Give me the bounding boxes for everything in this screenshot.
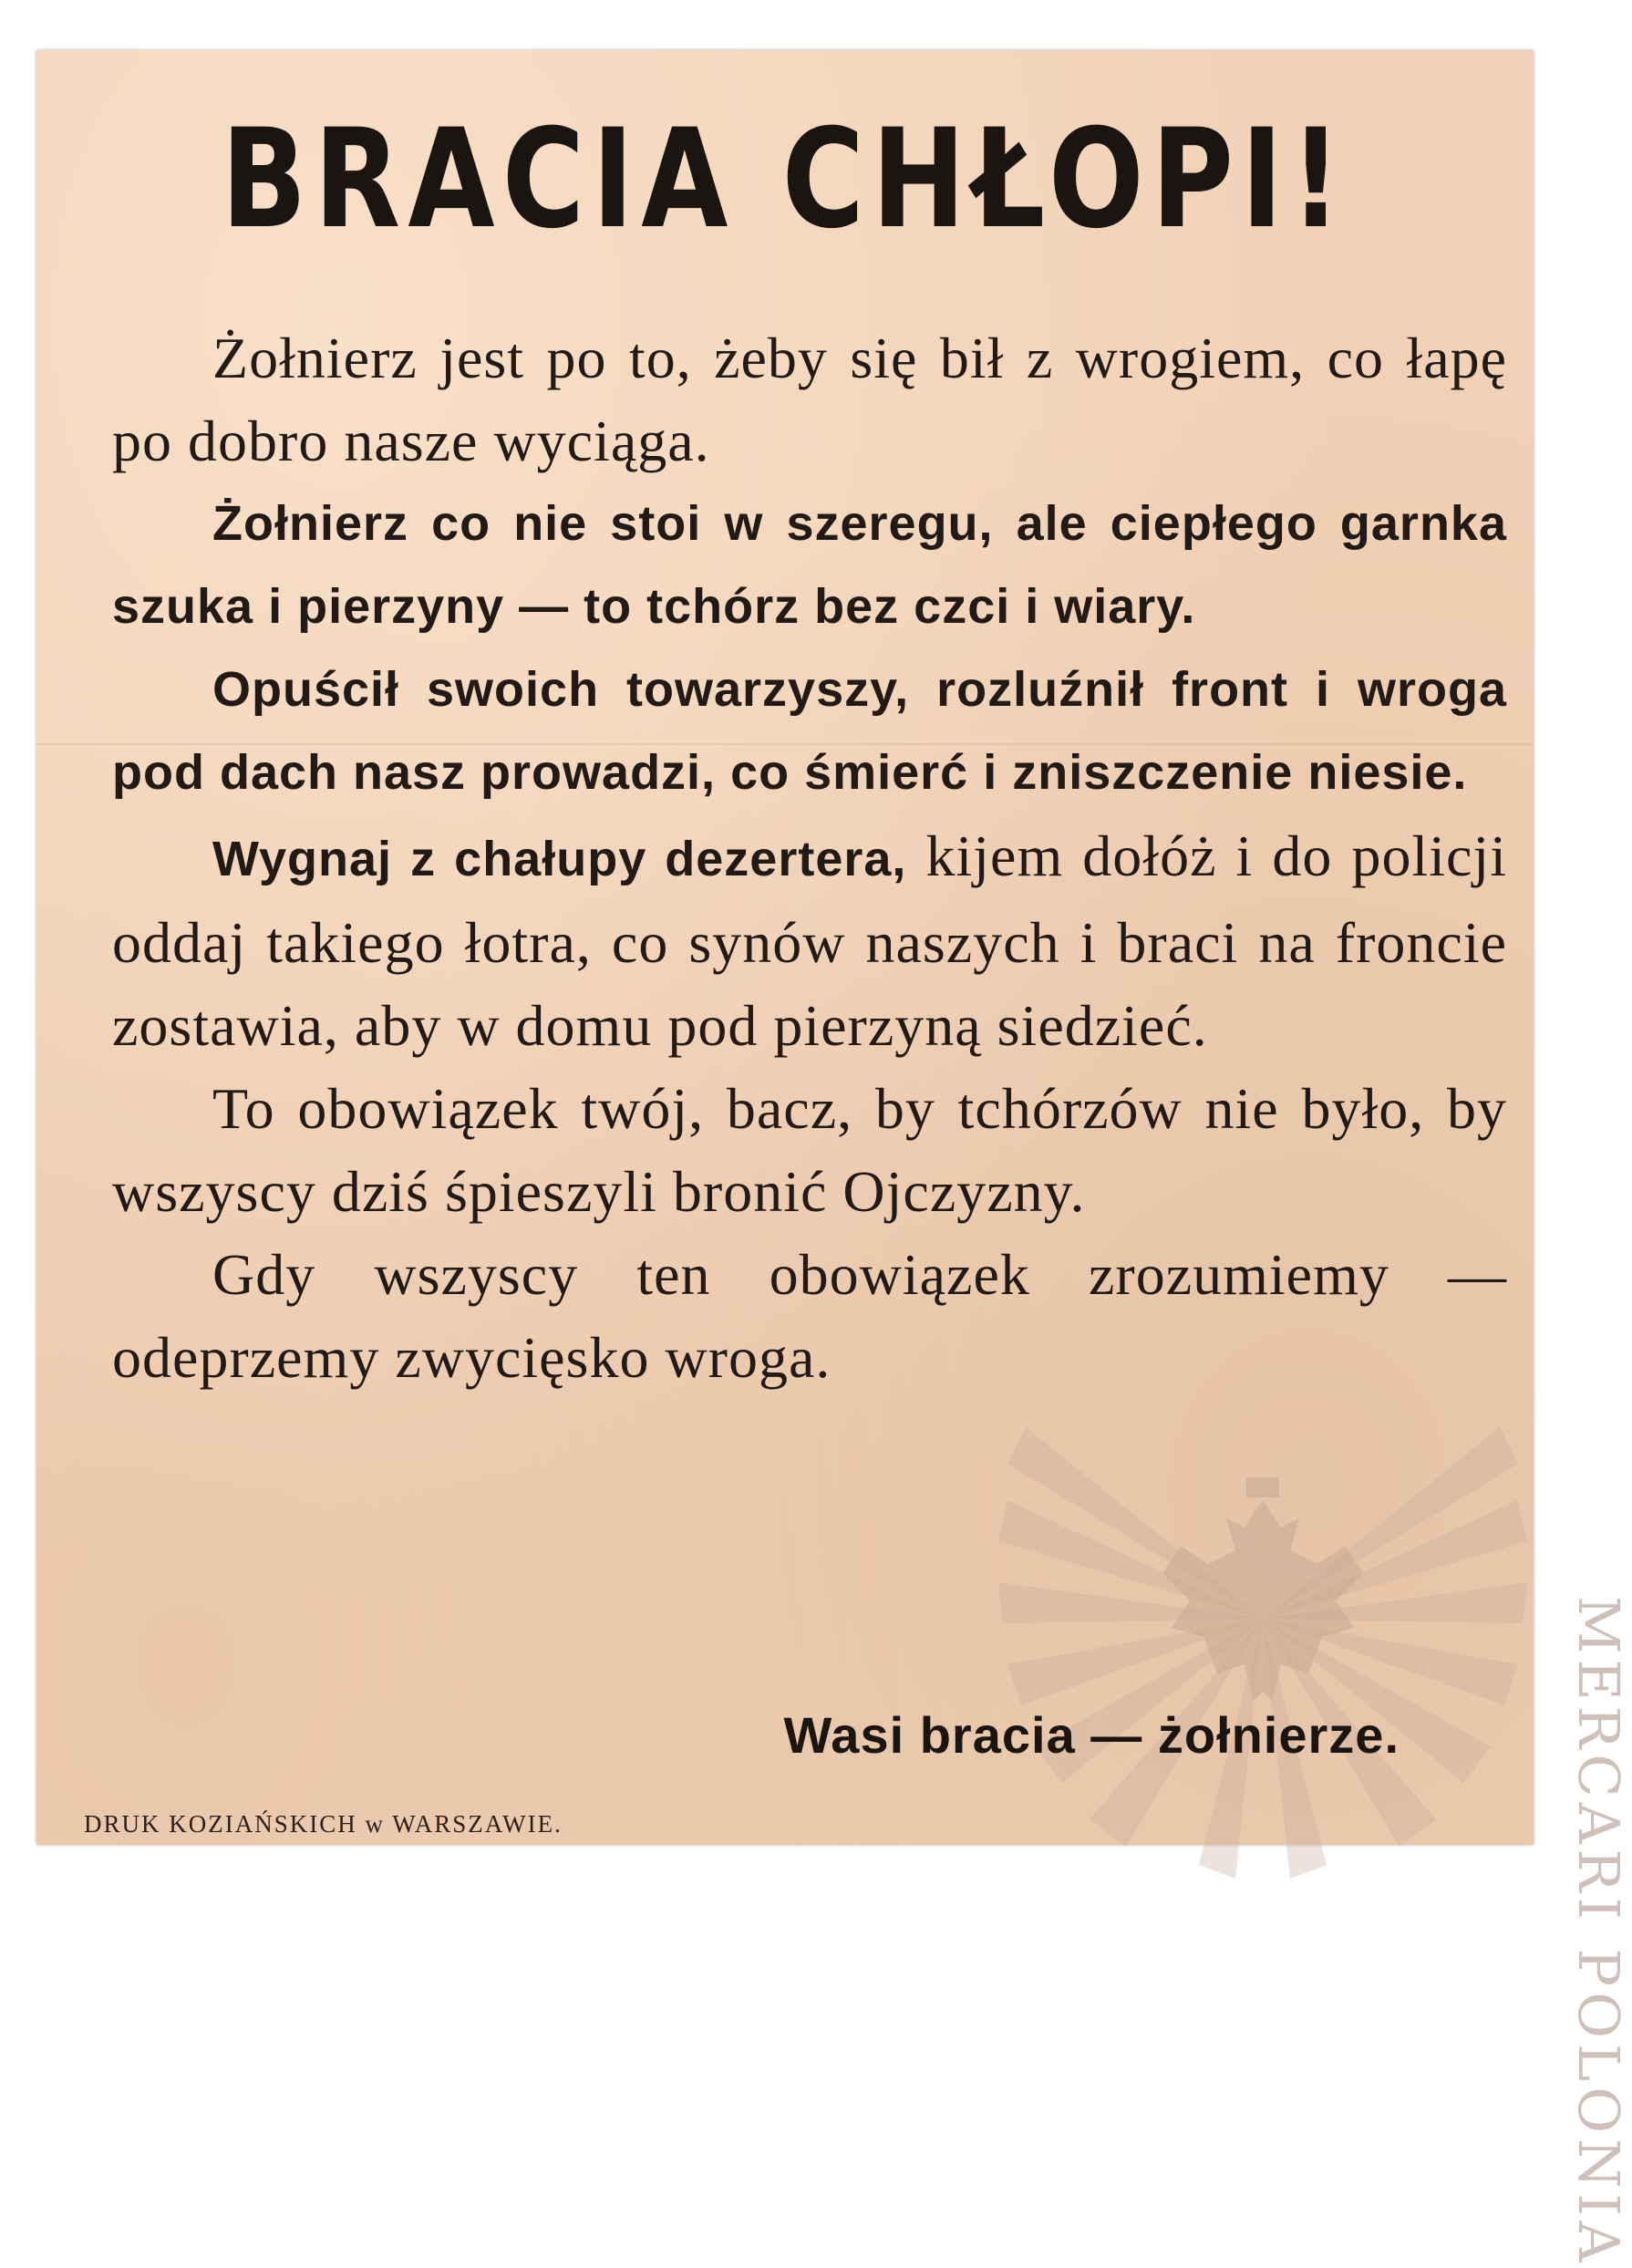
watermark-text: MERCARI POLONIA <box>1565 1596 1632 2268</box>
paragraph-4-rest: kijem dołóż i do policji oddaj takiego łotra, co synów naszych i braci na froncie zostawia, aby w domu pod pierzyną siedzieć. <box>112 823 1507 1058</box>
paragraph-4 <box>112 814 1507 1067</box>
paragraph-4-bold: Wygnaj z chałupy dezertera, <box>212 832 907 886</box>
leaflet-body <box>112 316 1507 1399</box>
leaflet-title: BRACIA CHŁOPI! <box>221 100 1349 259</box>
leaflet-sheet <box>36 50 1632 2268</box>
paragraph-2: Żołnierz co nie stoi w szeregu, ale ciepłego garnka szuka i pierzyny — to tchórz bez czci i wiary. <box>112 496 1507 634</box>
signature: Wasi bracia — żołnierze. <box>783 1706 1400 1764</box>
paragraph-1: Żołnierz jest po to, żeby się bił z wrogiem, co łapę po dobro nasze wyciąga. <box>112 326 1507 473</box>
paragraph-5: To obowiązek twój, bacz, by tchórzów nie było, by wszyscy dziś śpieszyli bronić Ojczyzny. <box>112 1076 1507 1224</box>
printer-imprint: DRUK KOZIAŃSKICH w WARSZAWIE. <box>84 1810 563 1838</box>
paragraph-6: Gdy wszyscy ten obowiązek zrozumiemy — odeprzemy zwycięsko wroga. <box>112 1242 1507 1390</box>
paragraph-3: Opuścił swoich towarzyszy, rozluźnił front i wroga pod dach nasz prowadzi, co śmierć i zniszczenie niesie. <box>112 662 1507 800</box>
